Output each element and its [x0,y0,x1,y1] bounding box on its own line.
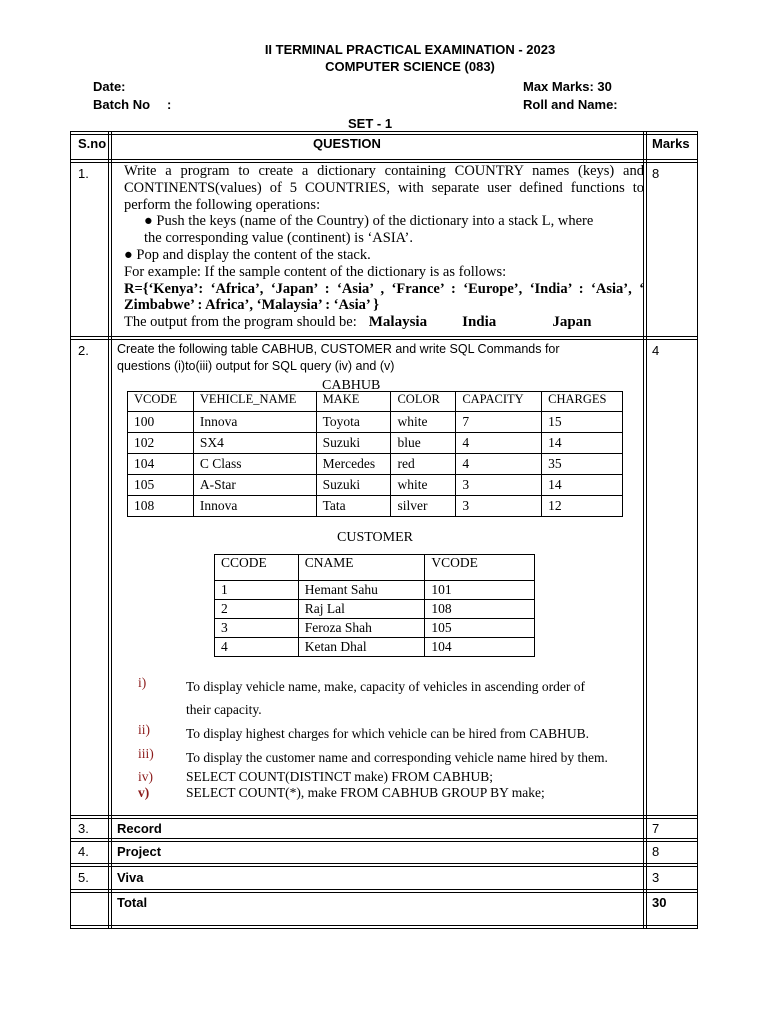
q1-sno: 1. [78,166,89,181]
cabhub-cell: Mercedes [316,454,391,475]
cabhub-cell: 100 [128,412,194,433]
row-sno: 5. [78,870,89,885]
subquestion-number: iv) [138,769,153,784]
cabhub-cell: 14 [542,475,623,496]
batch-colon: : [167,97,172,112]
customer-cell: 4 [215,638,299,657]
cabhub-cell: red [391,454,456,475]
q1-bullet-cont: the corresponding value (continent) is ‘ASIA’. [144,230,413,247]
customer-cell: 1 [215,581,299,600]
cabhub-cell: Innova [193,496,316,517]
question-1-text [124,163,644,331]
row-sno: 3. [78,821,89,836]
cabhub-cell: Tata [316,496,391,517]
cabhub-cell: 108 [128,496,194,517]
table-row [128,496,623,517]
cabhub-cell: white [391,475,456,496]
exam-title: II TERMINAL PRACTICAL EXAMINATION - 2023 [264,42,556,57]
table-row [215,600,535,619]
cabhub-cell: white [391,412,456,433]
cabhub-header-row [128,392,623,412]
max-marks: Max Marks: 30 [523,79,612,94]
table-row [215,638,535,657]
cabhub-cell: 3 [456,496,542,517]
customer-cell: 104 [425,638,535,657]
row-label-total: Total [117,895,148,910]
subquestion-number: iii) [138,746,154,761]
customer-header-row [215,555,535,581]
customer-cell: 108 [425,600,535,619]
subquestion-text: To display the customer name and corresponding vehicle name hired by them. [186,750,608,765]
q1-line: perform the following operations: [124,196,321,213]
row-label-record: Record [117,821,162,836]
cabhub-cell: 105 [128,475,194,496]
customer-header-cell: VCODE [425,555,535,581]
q2-sno: 2. [78,343,89,358]
q1-output-value: Malaysia [368,314,428,331]
customer-cell: Raj Lal [298,600,425,619]
subquestion-line: their capacity. [186,702,262,717]
header-marks: Marks [652,136,690,151]
q1-marks: 8 [652,166,660,181]
q1-bullet: ● Push the keys (name of the Country) of the dictionary into a stack L, where [144,213,594,230]
subquestion-text: SELECT COUNT(*), make FROM CABHUB GROUP BY make; [186,785,545,800]
cabhub-header-cell: MAKE [316,392,391,412]
q1-output-label: The output from the program should be: [124,314,357,331]
customer-cell: 2 [215,600,299,619]
customer-cell: Hemant Sahu [298,581,425,600]
q1-line: Write a program to create a dictionary containing COUNTRY names (keys) and [124,163,644,179]
cabhub-header-cell: CHARGES [542,392,623,412]
customer-cell: 105 [425,619,535,638]
cabhub-cell: 7 [456,412,542,433]
cabhub-cell: blue [391,433,456,454]
table-row [128,475,623,496]
q1-dict-line: Zimbabwe’ : Africa’, ‘Malaysia’ : ‘Asia’ } [124,297,379,314]
cabhub-cell: Suzuki [316,433,391,454]
table-row [128,454,623,475]
cabhub-cell: 35 [542,454,623,475]
batch-label: Batch No [93,97,151,112]
subject-title: COMPUTER SCIENCE (083) [325,59,495,74]
q1-bullet: ● Pop and display the content of the stack. [124,246,371,263]
cabhub-cell: 14 [542,433,623,454]
header-question: QUESTION [313,136,381,151]
cabhub-table [127,391,623,517]
customer-cell: Feroza Shah [298,619,425,638]
cabhub-header-cell: VEHICLE_NAME [193,392,316,412]
cabhub-caption: CABHUB [322,378,381,393]
cabhub-cell: Toyota [316,412,391,433]
cabhub-cell: 12 [542,496,623,517]
cabhub-cell: 4 [456,433,542,454]
cabhub-cell: C Class [193,454,316,475]
subquestion-number: ii) [138,722,150,737]
roll-label: Roll and Name: [523,97,618,112]
row-label-project: Project [117,844,162,859]
set-label: SET - 1 [348,116,393,131]
customer-cell: 3 [215,619,299,638]
q1-example: For example: If the sample content of the dictionary is as follows: [124,263,507,280]
cabhub-cell: 4 [456,454,542,475]
q2-intro-line: Create the following table CABHUB, CUSTOMER and write SQL Commands for [117,342,560,356]
q1-output-value: India [462,314,497,331]
q1-output-line [124,314,644,331]
cabhub-header-cell: CAPACITY [456,392,542,412]
table-row [128,412,623,433]
cabhub-cell: A-Star [193,475,316,496]
q2-marks: 4 [652,343,660,358]
customer-header-cell: CCODE [215,555,299,581]
cabhub-header-cell: VCODE [128,392,194,412]
total-marks: 30 [652,895,667,910]
subquestion-number: v) [138,785,150,800]
customer-cell: 101 [425,581,535,600]
table-row [215,581,535,600]
customer-table [214,554,535,657]
cabhub-cell: 15 [542,412,623,433]
row-marks: 7 [652,821,660,836]
cabhub-cell: 3 [456,475,542,496]
row-sno: 4. [78,844,89,859]
row-marks: 3 [652,870,660,885]
table-row [215,619,535,638]
cabhub-cell: Innova [193,412,316,433]
table-row [128,433,623,454]
subquestion-number: i) [138,675,147,690]
cabhub-cell: 104 [128,454,194,475]
cabhub-cell: 102 [128,433,194,454]
customer-header-cell: CNAME [298,555,425,581]
q1-output-value: Japan [552,314,592,331]
customer-cell: Ketan Dhal [298,638,425,657]
row-label-viva: Viva [117,870,144,885]
question-2-intro [117,341,637,375]
date-label: Date: [93,79,126,94]
subquestion-line: To display vehicle name, make, capacity of vehicles in ascending order of [186,679,586,694]
q2-intro-line: questions (i)to(iii) output for SQL query (iv) and (v) [117,359,395,373]
subquestion-text [186,675,616,721]
subquestion-text: To display highest charges for which vehicle can be hired from CABHUB. [186,726,589,741]
q1-line: CONTINENTS(values) of 5 COUNTRIES, with separate user defined functions to [124,179,644,196]
customer-caption: CUSTOMER [337,530,413,545]
cabhub-cell: silver [391,496,456,517]
row-marks: 8 [652,844,660,859]
header-sno: S.no [78,136,107,151]
q1-dict-line: R={‘Kenya’: ‘Africa’, ‘Japan’ : ‘Asia’ , ‘France’ : ‘Europe’, ‘India’ : ‘Asia’, ‘ [124,280,644,297]
subquestion-text: SELECT COUNT(DISTINCT make) FROM CABHUB; [186,769,494,784]
cabhub-cell: SX4 [193,433,316,454]
cabhub-cell: Suzuki [316,475,391,496]
cabhub-header-cell: COLOR [391,392,456,412]
